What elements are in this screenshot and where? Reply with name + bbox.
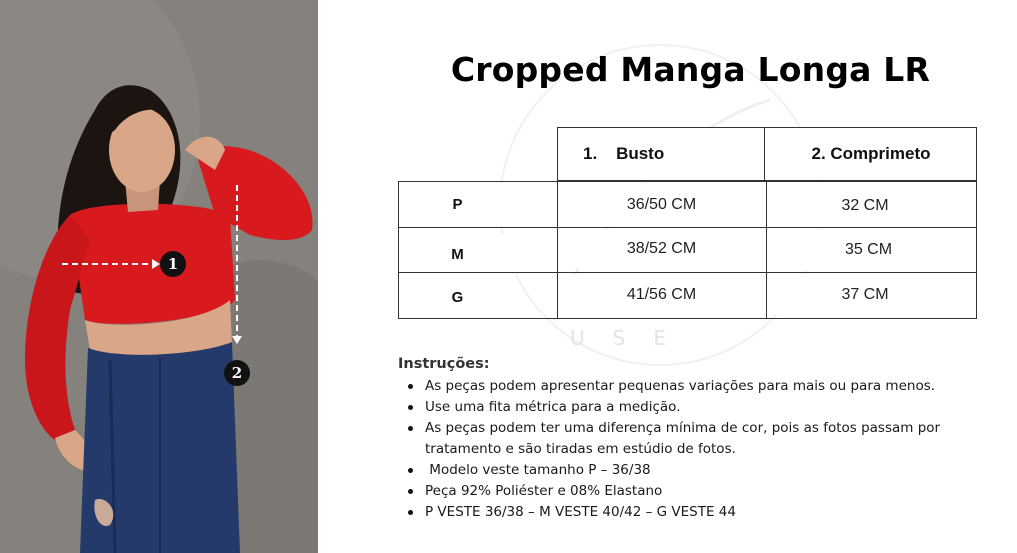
model-illustration <box>0 0 318 553</box>
busto-value-p: 36/50 CM <box>559 183 764 226</box>
size-label-g: G <box>400 277 515 317</box>
page-title: Cropped Manga Longa LR <box>450 50 931 89</box>
instructions-list <box>398 376 998 523</box>
table-line <box>398 227 977 228</box>
header-comprimento: 2. Comprimeto <box>766 128 976 180</box>
size-label-m: M <box>400 234 515 274</box>
table-line <box>398 318 977 319</box>
comprimento-value-p: 32 CM <box>766 183 964 228</box>
busto-value-m: 38/52 CM <box>559 229 764 269</box>
busto-value-g: 41/56 CM <box>559 275 764 315</box>
table-line <box>557 180 977 182</box>
marker-badge-1: 1 <box>160 251 186 277</box>
instructions-section <box>398 356 998 523</box>
table-line <box>976 127 977 318</box>
instruction-item: Use uma fita métrica para a medição. <box>398 397 998 418</box>
instruction-item: Peça 92% Poliéster e 08% Elastano <box>398 481 998 502</box>
table-line <box>557 127 977 128</box>
table-line <box>557 127 558 318</box>
product-photo <box>0 0 318 553</box>
instruction-item: As peças podem apresentar pequenas variações para mais ou para menos. <box>398 376 998 397</box>
table-line <box>764 127 765 182</box>
watermark-text: USE <box>570 326 694 350</box>
table-line <box>766 181 767 318</box>
table-line <box>398 181 558 182</box>
instruction-item: As peças podem ter uma diferença mínima de cor, pois as fotos passam por tratamento e são tiradas em estúdio de fotos. <box>398 418 973 460</box>
size-label-p: P <box>400 183 515 226</box>
table-line <box>398 181 399 318</box>
marker-badge-2: 2 <box>224 360 250 386</box>
instructions-title: Instruções: <box>398 356 490 372</box>
comprimento-value-g: 37 CM <box>766 275 964 315</box>
instruction-item: Modelo veste tamanho P – 36/38 <box>398 460 998 481</box>
comprimento-value-m: 35 CM <box>766 230 971 270</box>
header-busto: 1. Busto <box>559 128 764 180</box>
instruction-item: P VESTE 36/38 – M VESTE 40/42 – G VESTE 44 <box>398 502 998 523</box>
table-line <box>398 272 977 273</box>
